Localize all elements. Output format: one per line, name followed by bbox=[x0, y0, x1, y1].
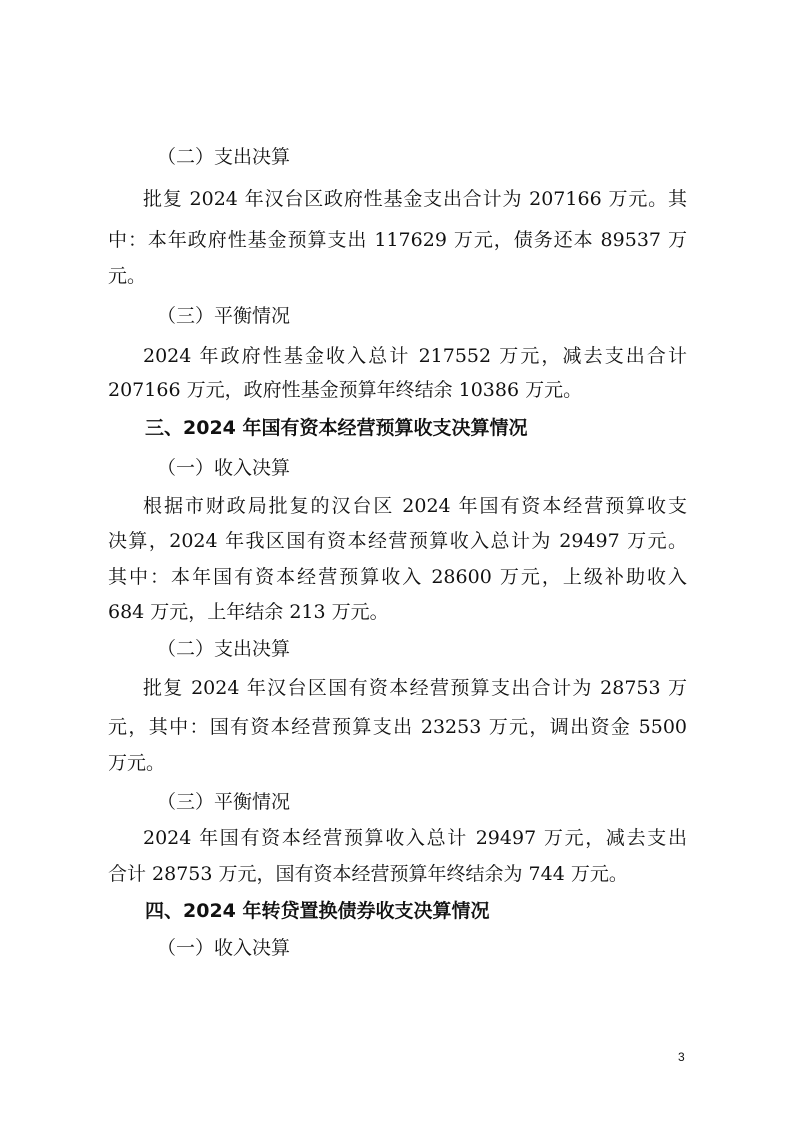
page-number: 3 bbox=[678, 1050, 685, 1064]
section-heading: （一）收入决算 bbox=[157, 457, 291, 479]
section-heading: （三）平衡情况 bbox=[157, 305, 291, 327]
paragraph-line: 批复 2024 年汉台区国有资本经营预算支出合计为 28753 万 bbox=[143, 677, 687, 699]
paragraph-line: 2024 年政府性基金收入总计 217552 万元，减去支出合计 bbox=[143, 345, 687, 367]
paragraph-line: 合计 28753 万元，国有资本经营预算年终结余为 744 万元。 bbox=[108, 863, 628, 885]
paragraph-line: 元。 bbox=[108, 265, 147, 287]
paragraph-line: 684 万元，上年结余 213 万元。 bbox=[108, 601, 389, 623]
paragraph-line: 207166 万元，政府性基金预算年终结余 10386 万元。 bbox=[108, 379, 583, 401]
paragraph-line: 其中：本年国有资本经营预算收入 28600 万元，上级补助收入 bbox=[108, 566, 687, 588]
section-heading: （一）收入决算 bbox=[157, 937, 291, 959]
paragraph-line: 万元。 bbox=[108, 752, 166, 774]
section-heading: （二）支出决算 bbox=[157, 638, 291, 660]
paragraph-line: 批复 2024 年汉台区政府性基金支出合计为 207166 万元。其 bbox=[143, 188, 687, 210]
paragraph-line: 2024 年国有资本经营预算收入总计 29497 万元，减去支出 bbox=[143, 827, 687, 849]
paragraph-line: 元，其中：国有资本经营预算支出 23253 万元，调出资金 5500 bbox=[108, 716, 687, 738]
paragraph-line: 中：本年政府性基金预算支出 117629 万元，债务还本 89537 万 bbox=[108, 229, 687, 251]
section-heading: （三）平衡情况 bbox=[157, 791, 291, 813]
chapter-title: 三、2024 年国有资本经营预算收支决算情况 bbox=[145, 417, 528, 439]
section-heading: （二）支出决算 bbox=[157, 146, 291, 168]
chapter-title: 四、2024 年转贷置换债券收支决算情况 bbox=[145, 900, 490, 922]
paragraph-line: 根据市财政局批复的汉台区 2024 年国有资本经营预算收支 bbox=[143, 495, 687, 517]
paragraph-line: 决算，2024 年我区国有资本经营预算收入总计为 29497 万元。 bbox=[108, 530, 687, 552]
